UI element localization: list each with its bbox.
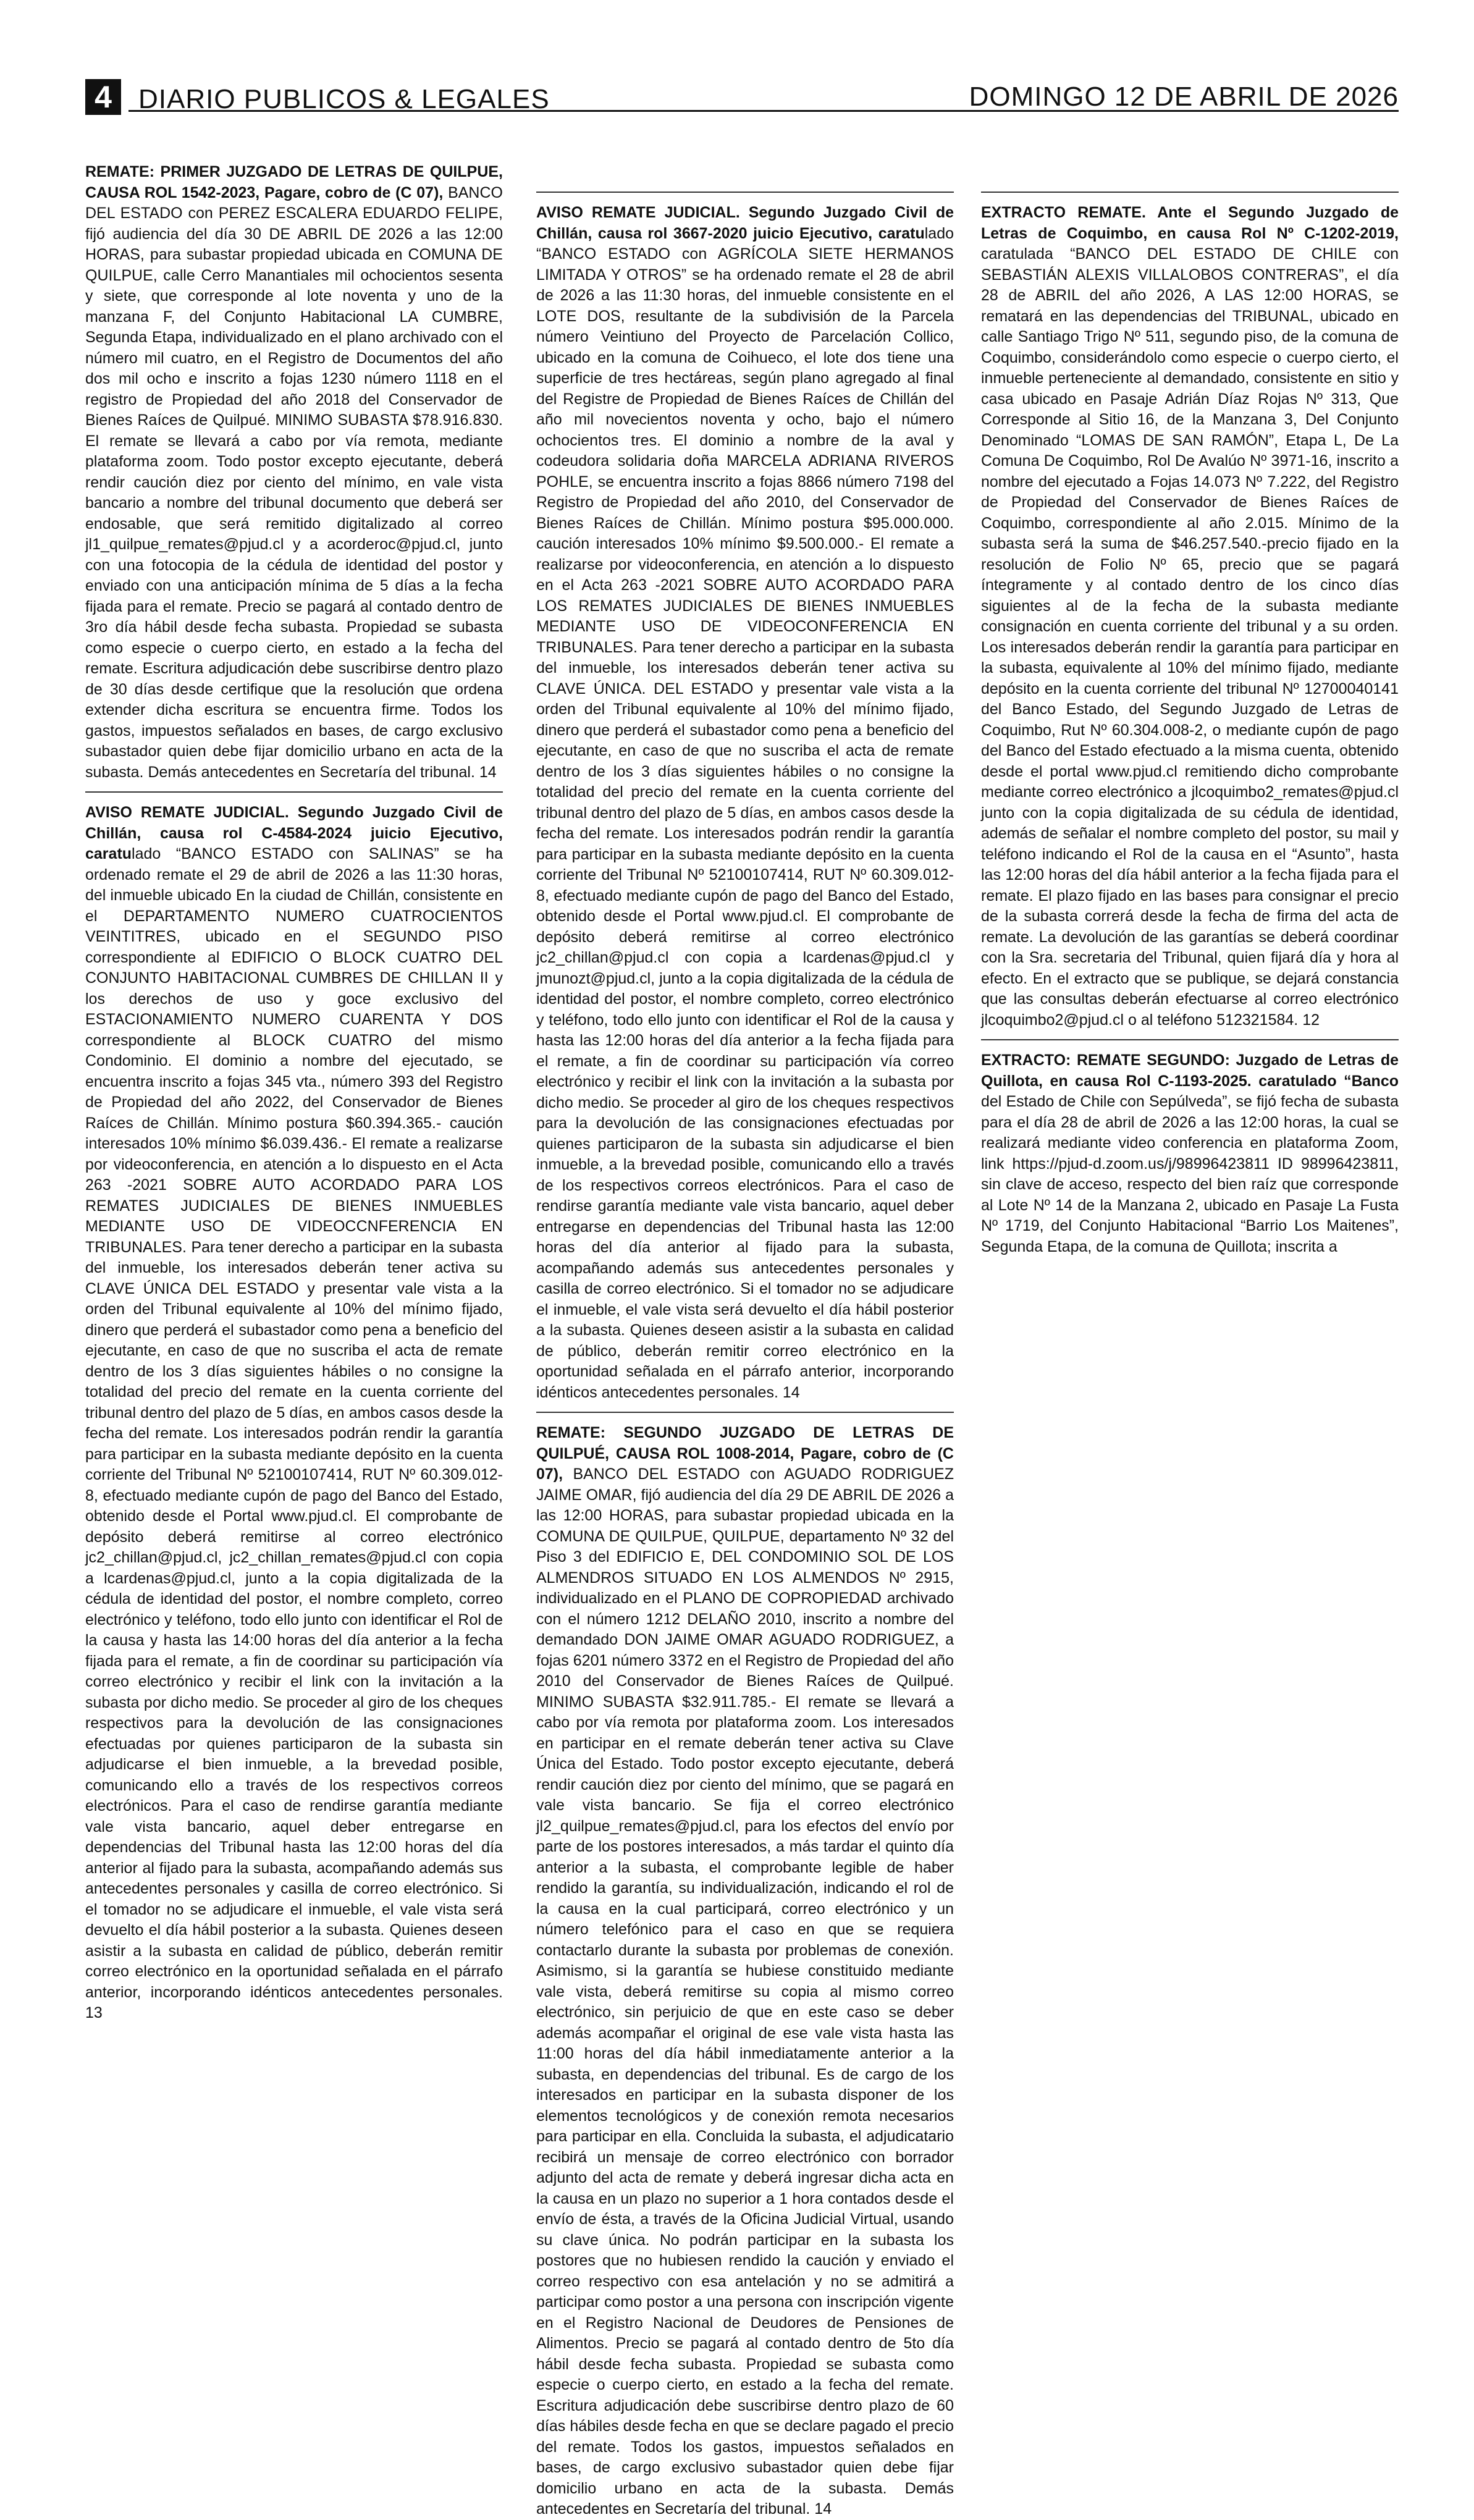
notice-heading: AVISO REMATE JUDICIAL. Segundo Juzgado Civil de Chillán, causa rol C-4584-2024 juicio Ejecutivo, caratu (85, 804, 503, 862)
notice-heading: AVISO REMATE JUDICIAL. Segundo Juzgado Civil de Chillán, causa rol 3667-2020 juicio Ejecutivo, caratu (536, 204, 954, 242)
notice-heading: REMATE: SEGUNDO JUZGADO DE LETRAS DE QUILPUÉ, CAUSA ROL 1008-2014, Pagare, cobro de (C 07), (536, 1424, 954, 1483)
publication-date: DOMINGO 12 DE ABRIL DE 2026 (969, 82, 1399, 112)
column-2 (536, 162, 954, 2518)
column-3 (981, 162, 1399, 2145)
section-title: DIARIO PUBLICOS & LEGALES (138, 84, 550, 114)
notice-text: caratulada “BANCO DEL ESTADO DE CHILE con SEBASTIÁN ALEXIS VILLALOBOS CONTRERAS”, el día 28 de ABRIL del año 2026, A LAS 12:00 HORAS, se rematará en las dependencias del TRIBUNAL, ubicado en calle Santiago Trigo Nº 511, segundo piso, de la comuna de Coquimbo, considerándolo como especie o cuerpo cierto, el inmueble perteneciente al demandado, consistente en sitio y casa ubicado en Pasaje Adrián Díaz Rojas Nº 313, Que Corresponde al Sitio 16, de la Manzana 3, Del Conjunto Denominado “LOMAS DE SAN RAMÓN”, Etapa L, De La Comuna De Coquimbo, Rol De Avalúo Nº 3971-16, inscrito a nombre del ejecutado a Fojas 14.073 Nº 7.222, del Registro de Propiedad del Conservador de Bienes Raíces de Coquimbo, correspondiente al año 2.015. Mínimo de la subasta será la suma de $46.257.540.-precio fijado en la resolución de Folio Nº 65, precio que se pagará íntegramente y al contado dentro de los cinco días siguientes al de la fecha de la subasta mediante consignación en cuenta corriente del tribunal y a su orden. Los interesados deberán rendir la garantía para participar en la subasta, equivalente al 10% del mínimo fijado, mediante depósito en la cuenta corriente del tribunal Nº 12700040141 del Banco Estado, del Segundo Juzgado de Letras de Coquimbo, Rut Nº 60.304.008-2, o mediante cupón de pago del Banco del Estado efectuado a la misma cuenta, obtenido desde el portal www.pjud.cl remitiendo dicho comprobante mediante correo electrónico a jlcoquimbo2_remates@pjud.cl junto con la copia digitalizada de su cédula de identidad, además de señalar el nombre completo del postor, su mail y teléfono indicando el Rol de la causa en el “Asunto”, hasta las 12:00 horas del día hábil anterior a la fecha fijada para el remate. El plazo fijado en las bases para consignar el precio de la subasta correrá desde la fecha de firma del acta de remate. La devolución de las garantías se deberá coordinar con la Sra. secretaria del Tribunal, quien fijará día y hora al efecto. En el extracto que se publique, se dejará constancia que las consultas deberán efectuarse al correo electrónico jlcoquimbo2@pjud.cl o al teléfono 512321584. 12 (981, 245, 1399, 1029)
column-1 (85, 162, 503, 2145)
notice-text: BANCO DEL ESTADO con PEREZ ESCALERA EDUARDO FELIPE, fijó audiencia del día 30 DE ABRIL DE 2026 a las 12:00 HORAS, para subastar propiedad ubicada en COMUNA DE QUILPUE, calle Cerro Manantiales mil ochocientos sesenta y siete, que corresponde al lote noventa y uno de la manzana F, del Conjunto Habitacional LA CUMBRE, Segunda Etapa, individualizado en el plano archivado con el número mil cuatro, en el Registro de Documentos del año dos mil ocho e inscrito a fojas 1230 número 1118 en el registro de Propiedad del año 2018 del Conservador de Bienes Raíces de Quilpué. MINIMO SUBASTA $78.916.830. El remate se llevará a cabo por vía remota, mediante plataforma zoom. Todo postor excepto ejecutante, deberá rendir caución diez por ciento del mínimo, en vale vista bancario a nombre del tribunal documento que deberá ser endosable, que será remitido digitalizado al correo jl1_quilpue_remates@pjud.cl y a acorderoc@pjud.cl, junto con una fotocopia de la cédula de identidad del postor y enviado con una anticipación mínima de 5 días a la fecha fijada para el remate. Precio se pagará al contado dentro de 3ro día hábil desde fecha subasta. Propiedad se subasta como especie o cuerpo cierto, en estado a la fecha del remate. Escritura adjudicación debe suscribirse dentro plazo de 30 días desde certifique que la resolución que ordena extender dicha escritura se encuentra firme. Todos los gastos, impuestos señalados en bases, de cargo exclusivo subastador quien debe fijar domicilio urbano en acta de la subasta. Demás antecedentes en Secretaría del tribunal. 14 (85, 183, 503, 781)
notice-remate-chillan-3667 (536, 203, 954, 1403)
notice-divider (981, 192, 1399, 193)
column-spacer (536, 162, 954, 183)
page-header (85, 79, 1399, 115)
notice-text: del Estado de Chile con Sepúlveda”, se fijó fecha de subasta para el día 28 de abril de 2026 a las 12:00 horas, la cual se realizará mediante video conferencia en plataforma Zoom, link https://pjud-d.zoom.us/j/98996423811 ID 98996423811, sin clave de acceso, respecto del bien raíz que corresponde al Lote Nº 14 de la Manzana 2, ubicado en Pasaje La Fusta Nº 1719, del Conjunto Habitacional “Barrio Los Maitenes”, Segunda Etapa, de la comuna de Quillota; inscrita a (981, 1093, 1399, 1255)
notice-text: BANCO DEL ESTADO con AGUADO RODRIGUEZ JAIME OMAR, fijó audiencia del día 29 DE ABRIL DE 2026 a las 12:00 HORAS, para subastar propiedad ubicada en la COMUNA DE QUILPUE, QUILPUE, departamento Nº 32 del Piso 3 del EDIFICIO E, DEL CONDOMINIO SOL DE LOS ALMENDROS SITUADO EN LOS ALMENDOS Nº 2915, individualizado en el PLANO DE COPROPIEDAD archivado con el número 1212 DELAÑO 2010, inscrito a nombre del demandado DON JAIME OMAR AGUADO RODRIGUEZ, a fojas 6201 número 3372 en el Registro de Propiedad del año 2010 del Conservador de Bienes Raíces de Quilpué. MINIMO SUBASTA $32.911.785.- El remate se llevará a cabo por vía remota por plataforma zoom. Los interesados en participar en el remate deberán tener activa su Clave Única del Estado. Todo postor excepto ejecutante, deberá rendir caución diez por ciento del mínimo, que se pagará en vale vista bancario. Se fija el correo electrónico jl2_quilpue_remates@pjud.cl, para los efectos del envío por parte de los postores interesados, a más tardar el quinto día anterior a la subasta, el comprobante legible de haber rendido la garantía, su individualización, indicando el rol de la causa en la cual participará, correo electrónico y un número telefónico para el caso en que se requiera contactarlo durante la subasta por problemas de conexión. Asimismo, si la garantía se hubiese constituido mediante vale vista, deberá remitirse su copia al mismo correo electrónico, sin perjuicio de que en este caso se deber además acompañar el original de ese vale vista hasta las 11:00 horas del día hábil inmediatamente anterior a la subasta, en dependencias del tribunal. Es de cargo de los interesados en participar en la subasta disponer de los elementos tecnológicos y de conexión remota necesarios para participar en ella. Concluida la subasta, el adjudicatario recibirá un mensaje de correo electrónico con borrador adjunto del acta de remate y deberá ingresar dicha acta en la causa en un plazo no superior a 1 hora contados desde el envío de ésta, a través de la Oficina Judicial Virtual, usando su clave única. No podrán participar en la subasta los postores que no hubiesen rendido la caución y enviado el correo respectivo con esa antelación y no se admitirá a participar como postor a una persona con inscripción vigente en el Registro Nacional de Deudores de Pensiones de Alimentos. Precio se pagará al contado dentro de 5to día hábil desde fecha subasta. Propiedad se subasta como especie o cuerpo cierto, en estado a la fecha del remate. Escritura adjudicación debe suscribirse dentro plazo de 60 días hábiles desde fecha en que se declare pagado el precio del remate. Todos los gastos, impuestos señalados en bases, de cargo exclusivo subastador quien debe fijar domicilio urbano en acta de la subasta. Demás antecedentes en Secretaría del tribunal. 14 (536, 1465, 954, 2518)
notice-remate-chillan-4584 (85, 803, 503, 2024)
column-spacer (981, 162, 1399, 183)
notice-divider (536, 192, 954, 193)
notice-text: lado “BANCO ESTADO con SALINAS” se ha ordenado remate el 29 de abril de 2026 a las 11:30 horas, del inmueble ubicado En la ciudad de Chillán, consistente en el DEPARTAMENTO NUMERO CUATROCIENTOS VEINTITRES, ubicado en el SEGUNDO PISO correspondiente al EDIFICIO O BLOCK CUATRO DEL CONJUNTO HABITACIONAL CUMBRES DE CHILLAN II y los derechos de uso y goce exclusivo del ESTACIONAMIENTO NUMERO CUARENTA Y DOS correspondiente al BLOCK CUATRO del mismo Condominio. El dominio a nombre del ejecutado, se encuentra inscrito a fojas 345 vta., número 393 del Registro de Propiedad del año 2022, del Conservador de Bienes Raíces de Chillán. Mínimo postura $60.394.365.- caución interesados 10% mínimo $6.039.436.- El remate a realizarse por videoconferencia, en atención a lo dispuesto en el Acta 263 -2021 SOBRE AUTO ACORDADO PARA LOS REMATES JUDICIALES DE BIENES INMUEBLES MEDIANTE USO DE VIDEOCCNFERENCIA EN TRIBUNALES. Para tener derecho a participar en la subasta del inmueble, los interesados deberán tener activa su CLAVE ÚNICA DEL ESTADO y presentar vale vista a la orden del Tribunal equivalente al 10% del mínimo fijado, dinero que perderá el subastador como pena a beneficio del ejecutante, en caso de que no suscriba el acta de remate dentro de los 3 días siguientes hábiles o no consigne la totalidad del precio del remate en la cuenta corriente del tribunal dentro del plazo de 5 días, en ambos casos desde la fecha del remate. Los interesados podrán rendir la garantía para participar en la subasta mediante depósito en la cuenta corriente del Tribunal Nº 52100107414, RUT Nº 60.309.012-8, efectuado mediante cupón de pago del Banco del Estado, obtenido desde el Portal www.pjud.cl. El comprobante de depósito deberá remitirse al correo electrónico jc2_chillan@pjud.cl, jc2_chillan_remates@pjud.cl con copia a lcardenas@pjud.cl, junto a la copia digitalizada de la cédula de identidad del postor, el nombre completo, correo electrónico y teléfono, todo ello junto con identificar el Rol de la causa y hasta las 14:00 horas del día anterior a la fecha fijada para el remate, a fin de coordinar su participación vía correo electrónico y recibir el link con la invitación a la subasta por dicho medio. Se proceder al giro de los cheques respectivos para la devolución de las consignaciones efectuadas por quienes participaron de la subasta sin adjudicarse el bien inmueble, a la brevedad posible, comunicando ello a través de los respectivos correos electrónicos. Para el caso de rendirse garantía mediante vale vista bancario, aquel deber entregarse en dependencias del Tribunal hasta las 12:00 horas del día anterior al fijado para la subasta, acompañando además sus antecedentes personales y casilla de correo electrónico. Si el tomador no se adjudicare el inmueble, el vale vista será devuelto el día hábil posterior a la subasta. Quienes deseen asistir a la subasta en calidad de público, deberán remitir correo electrónico en la oportunidad señalada en el párrafo anterior, incorporando idénticos antecedentes personales. 13 (85, 845, 503, 2021)
notice-extracto-coquimbo-1202 (981, 203, 1399, 1030)
notice-heading: EXTRACTO: REMATE SEGUNDO: Juzgado de Letras de Quillota, en causa Rol C-1193-2025. caratulado “Banco (981, 1051, 1399, 1090)
notice-heading: REMATE: PRIMER JUZGADO DE LETRAS DE QUILPUE, CAUSA ROL 1542-2023, Pagare, cobro de (C 07), (85, 163, 503, 201)
notice-text: lado “BANCO ESTADO con AGRÍCOLA SIETE HERMANOS LIMITADA Y OTROS” se ha ordenado remate el 28 de abril de 2026 a las 11:30 horas, del inmueble consistente en el LOTE DOS, resultante de la subdivisión de la Parcela número Veintiuno del Proyecto de Parcelación Collico, ubicado en la comuna de Coihueco, el lote dos tiene una superficie de tres hectáreas, según plano agregado al final del Registre de Propiedad de Bienes Raíces de Chillán del año mil novecientos noventa y ocho, bajo el número ochocientos tres. El dominio a nombre de la aval y codeudora solidaria doña MARCELA ADRIANA RIVEROS POHLE, se encuentra inscrito a fojas 8866 número 7198 del Registro de Propiedad del año 2010, del Conservador de Bienes Raíces de Chillán. Mínimo postura $95.000.000. caución interesados 10% mínimo $9.500.000.- El remate a realizarse por videoconferencia, en atención a lo dispuesto en el Acta 263 -2021 SOBRE AUTO ACORDADO PARA LOS REMATES JUDICIALES DE BIENES INMUEBLES MEDIANTE USO DE VIDEOCONFERENCIA EN TRIBUNALES. Para tener derecho a participar en la subasta del inmueble, los interesados deberán tener activa su CLAVE ÚNICA. DEL ESTADO y presentar vale vista a la orden del Tribunal equivalente al 10% del mínimo fijado, dinero que perderá el subastador como pena a beneficio del ejecutante, en caso de que no suscriba el acta de remate dentro de los 3 días siguientes hábiles o no consigne la totalidad del precio del remate en la cuenta corriente del tribunal dentro del plazo de 5 días, en ambos casos desde la fecha del remate. Los interesados podrán rendir la garantía para participar en la subasta mediante depósito en la cuenta corriente del Tribunal Nº 52100107414, RUT Nº 60.309.012-8, efectuado mediante cupón de pago del Banco del Estado, obtenido desde el Portal www.pjud.cl. El comprobante de depósito deberá remitirse al correo electrónico jc2_chillan@pjud.cl con copia a lcardenas@pjud.cl y jmunozt@pjud.cl, junto a la copia digitalizada de la cédula de identidad del postor, el nombre completo, correo electrónico y teléfono, todo ello junto con identificar el Rol de la causa y hasta las 12:00 horas del día anterior a la fecha fijada para el remate, a fin de coordinar su participación vía correo electrónico y recibir el link con la invitación a la subasta por dicho medio. Se proceder al giro de los cheques respectivos para la devolución de las consignaciones efectuadas por quienes participaron de la subasta sin adjudicarse el bien inmueble, a la brevedad posible, comunicando ello a través de los respectivos correos electrónicos. Para el caso de rendirse garantía mediante vale vista bancario, aquel deber entregarse en dependencias del Tribunal hasta las 12:00 horas del día anterior al fijado para la subasta, acompañando además sus antecedentes personales y casilla de correo electrónico. Si el tomador no se adjudicare el inmueble, el vale vista será devuelto el día hábil posterior a la subasta. Quienes deseen asistir a la subasta en calidad de público, deberán remitir correo electrónico en la oportunidad señalada en el párrafo anterior, incorporando idénticos antecedentes personales. 14 (536, 224, 954, 1401)
notice-divider (85, 791, 503, 793)
header-rule (128, 110, 1399, 112)
notice-divider (536, 1412, 954, 1413)
notice-remate-quilpue-1542 (85, 162, 503, 783)
notice-extracto-quillota-1193 (981, 1050, 1399, 1257)
notice-divider (981, 1039, 1399, 1040)
notice-remate-quilpue-1008 (536, 1423, 954, 2520)
page-number: 4 (85, 79, 121, 115)
notice-heading: EXTRACTO REMATE. Ante el Segundo Juzgado de Letras de Coquimbo, en causa Rol Nº C-1202-2019, (981, 204, 1399, 242)
